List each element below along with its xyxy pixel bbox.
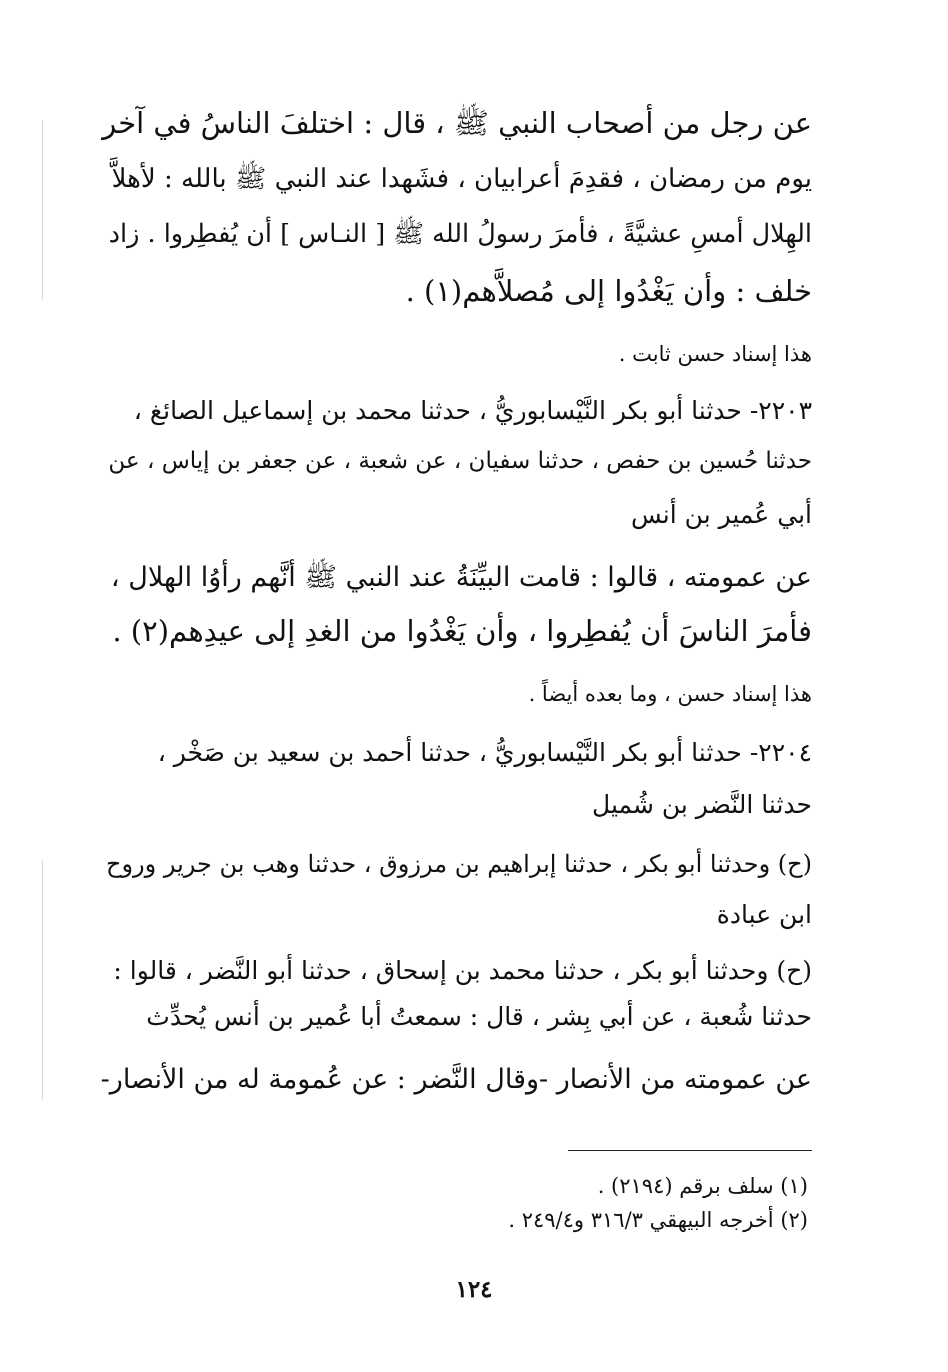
text-line: يوم من رمضان ، فقدِمَ أعرابيان ، فشَهدا عند النبي ﷺ بالله : لأهلاَّ	[111, 164, 812, 194]
text-line: (ح) وحدثنا أبو بكر ، حدثنا محمد بن إسحاق ، حدثنا أبو النَّضر ، قالوا :	[113, 956, 812, 985]
text-line: خلف : وأن يَغْدُوا إلى مُصلاَّهم(١) .	[405, 274, 812, 308]
footnote: (١) سلف برقم (٢١٩٤) .	[597, 1174, 808, 1198]
text-line: الهِلال أمسِ عشيَّةً ، فأمرَ رسولُ الله ﷺ [ النـاس ] أن يُفطِروا . زاد	[108, 219, 812, 249]
text-line: حدثنا حُسين بن حفص ، حدثنا سفيان ، عن شعبة ، عن جعفر بن إياس ، عن	[108, 448, 812, 474]
hadith-2204-line: ٢٢٠٤- حدثنا أبو بكر النَّيْسابوريُّ ، حدثنا أحمد بن سعيد بن صَخْر ،	[157, 738, 812, 767]
text-line: عن عمومته ، قالوا : قامت البيِّنَةُ عند النبي ﷺ أنَّهم رأوُا الهلال ،	[110, 562, 812, 593]
text-line: حدثنا شُعبة ، عن أبي بِشر ، قال : سمعتُ أبا عُمير بن أنس يُحدِّث	[146, 1002, 812, 1031]
scan-edge-mark	[42, 860, 43, 1100]
text-line: عن عمومته من الأنصار -وقال النَّضر : عن عُمومة له من الأنصار-	[100, 1064, 812, 1095]
footnote-divider	[568, 1150, 812, 1151]
text-line: ابن عبادة	[716, 900, 812, 929]
text-line: (ح) وحدثنا أبو بكر ، حدثنا إبراهيم بن مرزوق ، حدثنا وهب بن جرير وروح	[105, 850, 812, 878]
page-number: ١٢٤	[455, 1276, 493, 1303]
text-line: حدثنا النَّضر بن شُميل	[592, 790, 812, 819]
grading-note: هذا إسناد حسن ثابت .	[618, 342, 812, 366]
text-line: فأمرَ الناسَ أن يُفطِروا ، وأن يَغْدُوا من الغدِ إلى عيدِهم(٢) .	[112, 614, 812, 648]
grading-note: هذا إسناد حسن ، وما بعده أيضاً .	[528, 682, 812, 706]
text-line: أبي عُمير بن أنس	[630, 500, 812, 529]
scan-edge-mark	[42, 120, 43, 300]
text-line: عن رجل من أصحاب النبي ﷺ ، قال : اختلفَ الناسُ في آخر	[102, 106, 812, 140]
footnote: (٢) أخرجه البيهقي ٣١٦/٣ و٢٤٩/٤ .	[508, 1208, 808, 1232]
hadith-2203-line: ٢٢٠٣- حدثنا أبو بكر النَّيْسابوريُّ ، حدثنا محمد بن إسماعيل الصائغ ،	[133, 396, 812, 425]
